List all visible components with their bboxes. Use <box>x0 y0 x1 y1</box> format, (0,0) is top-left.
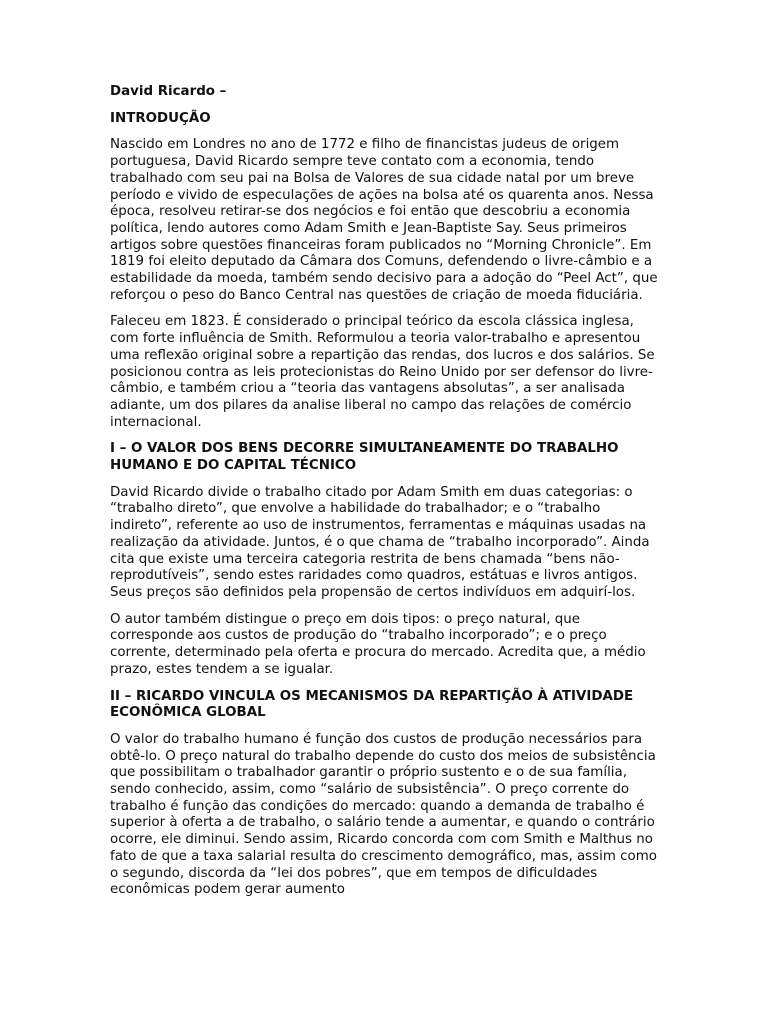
section-1-paragraph-1: David Ricardo divide o trabalho citado por Adam Smith em duas categorias: o “trabalho direto”, que envolve a habilidade do trabalhador; e o “trabalho indireto”, referente ao uso de instrumentos, ferramentas e máquinas usadas na realização da atividade. Juntos, é o que chama de “trabalho incorporado”. Ainda cita que existe uma terceira categoria restrita de bens chamada “bens não-reprodutíveis”, sendo estes raridades como quadros, estátuas e livros antigos. Seus preços são definidos pela propensão de certos indivíduos em adquirí-los. <box>110 484 650 600</box>
section-2-heading: II – RICARDO VINCULA OS MECANISMOS DA REPARTIÇÃO À ATIVIDADE ECONÔMICA GLOBAL <box>110 688 634 721</box>
document-page <box>110 84 658 909</box>
intro-paragraph-1: Nascido em Londres no ano de 1772 e filho de financistas judeus de origem portuguesa, David Ricardo sempre teve contato com a economia, tendo trabalhado com seu pai na Bolsa de Valores de sua cidade natal por um breve período e vivido de especulações de ações na bolsa até os quarenta anos. Nessa época, resolveu retirar-se dos negócios e foi então que descobriu a economia política, lendo autores como Adam Smith e Jean-Baptiste Say. Seus primeiros artigos sobre questões financeiras foram publicados no “Morning Chronicle”. Em 1819 foi eleito deputado da Câmara dos Comuns, defendendo o livre-câmbio e a estabilidade da moeda, também sendo decisivo para a adoção do “Peel Act”, que reforçou o peso do Banco Central nas questões de criação de moeda fiduciária. <box>110 137 658 303</box>
section-1-paragraph-2: O autor também distingue o preço em dois tipos: o preço natural, que corresponde aos custos de produção do “trabalho incorporado”; e o preço corrente, determinado pela oferta e procura do mercado. Acredita que, a médio prazo, estes tendem a se igualar. <box>110 611 646 677</box>
intro-paragraph-2: Faleceu em 1823. É considerado o principal teórico da escola clássica inglesa, com forte influência de Smith. Reformulou a teoria valor-trabalho e apresentou uma reflexão original sobre a repartição das rendas, dos lucros e dos salários. Se posicionou contra as leis protecionistas do Reino Unido por ser defensor do livre-câmbio, e também criou a “teoria das vantagens absolutas”, a ser analisada adiante, um dos pilares da analise liberal no campo das relações de comércio internacional. <box>110 314 655 430</box>
section-1-heading: I – O VALOR DOS BENS DECORRE SIMULTANEAMENTE DO TRABALHO HUMANO E DO CAPITAL TÉCNICO <box>110 441 619 474</box>
intro-heading: INTRODUÇÃO <box>110 110 211 126</box>
document-title: David Ricardo – <box>110 84 227 99</box>
section-2-paragraph-1: O valor do trabalho humano é função dos custos de produção necessários para obtê-lo. O preço natural do trabalho depende do custo dos meios de subsistência que possibilitam o trabalhador garantir o próprio sustento e o de sua família, sendo conhecido, assim, como “salário de subsistência”. O preço corrente do trabalho é função das condições do mercado: quando a demanda de trabalho é superior à oferta a de trabalho, o salário tende a aumentar, e quando o contrário ocorre, ele diminui. Sendo assim, Ricardo concorda com com Smith e Malthus no fato de que a taxa salarial resulta do crescimento demográfico, mas, assim como o segundo, discorda da “lei dos pobres”, que em tempos de dificuldades econômicas podem gerar aumento <box>110 731 657 898</box>
